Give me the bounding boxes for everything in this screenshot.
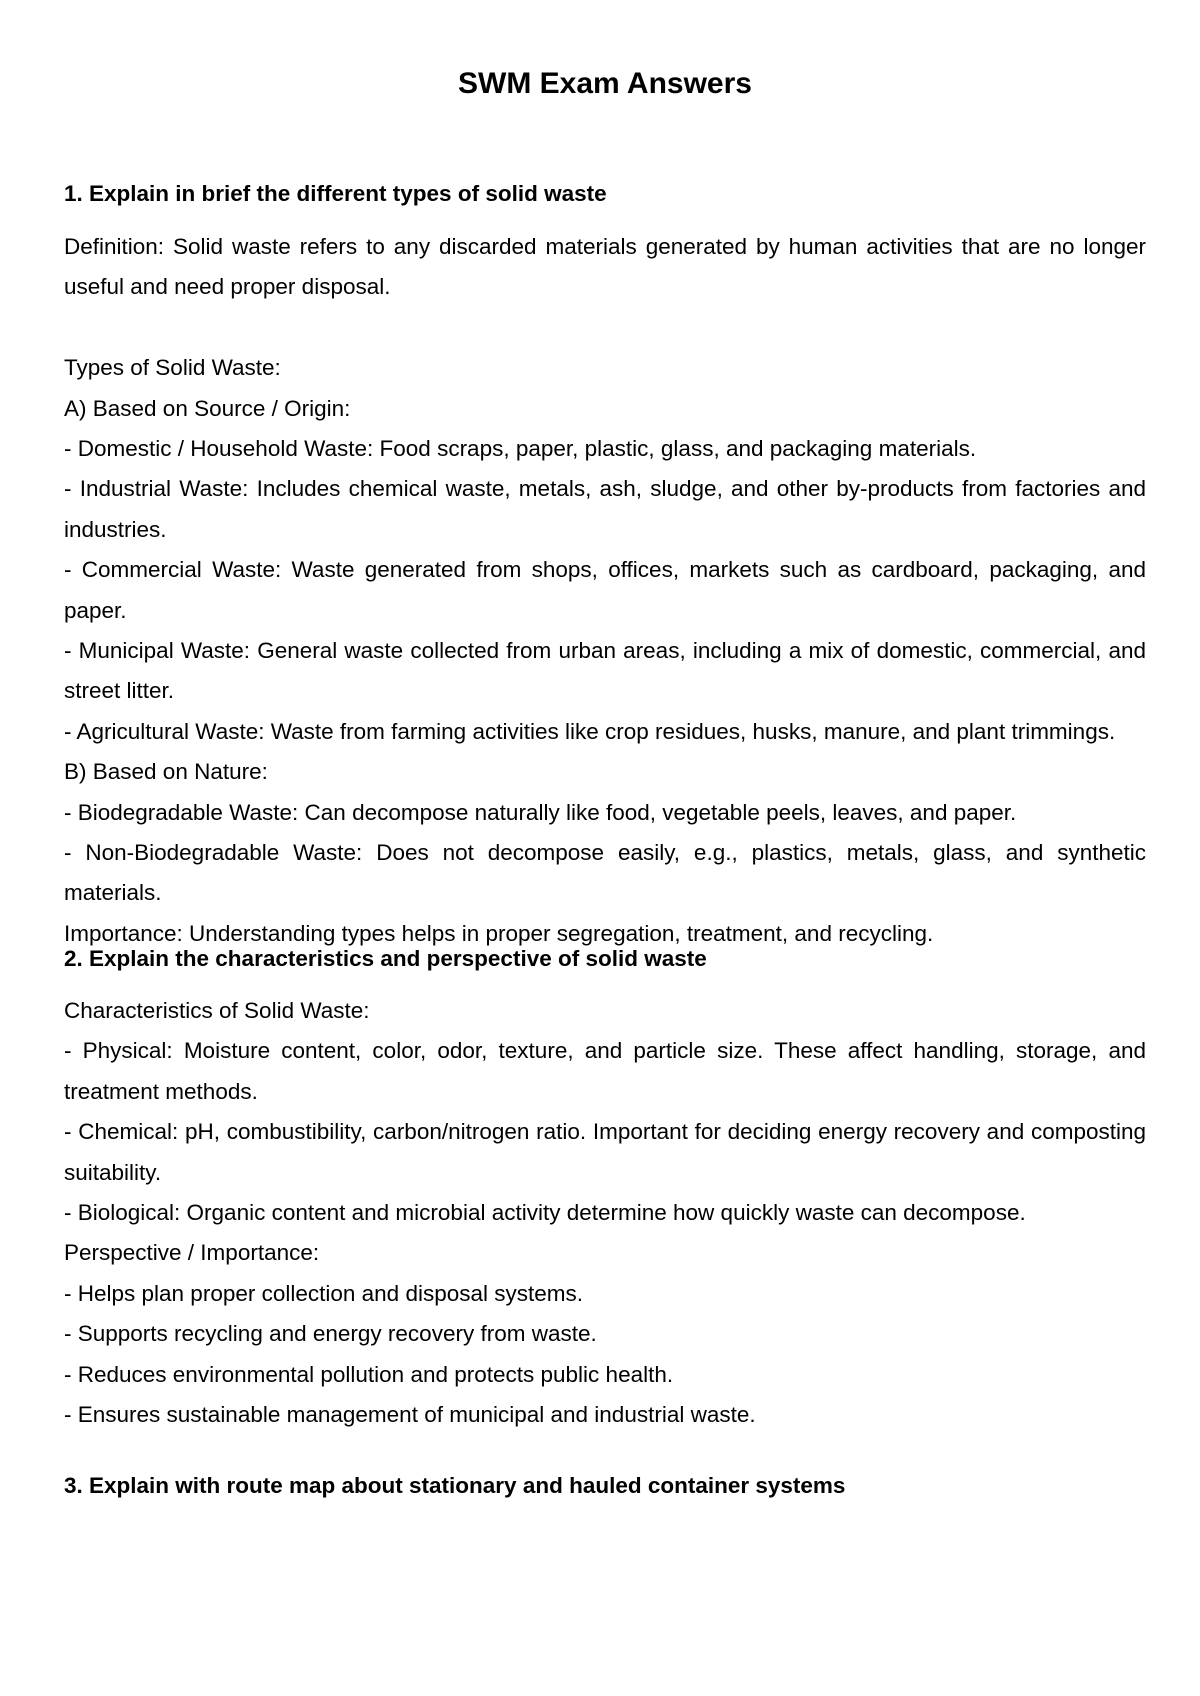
importance-paragraph: Importance: Understanding types helps in proper segregation, treatment, and recycling.	[64, 920, 934, 946]
list-item-industrial: - Industrial Waste: Includes chemical waste, metals, ash, sludge, and other by-products from factories and industries.	[64, 476, 1146, 542]
question-1-answer	[64, 227, 1146, 954]
document-title: SWM Exam Answers	[458, 67, 752, 100]
list-item-biological: - Biological: Organic content and microbial activity determine how quickly waste can decompose.	[64, 1200, 1026, 1226]
question-3-heading: 3. Explain with route map about stationary and hauled container systems	[64, 1473, 846, 1498]
list-item-physical: - Physical: Moisture content, color, odor, texture, and particle size. These affect handling, storage, and treatment methods.	[64, 1038, 1146, 1104]
question-2-answer	[64, 991, 1146, 1435]
list-item-collection: - Helps plan proper collection and disposal systems.	[64, 1280, 584, 1306]
list-item-chemical: - Chemical: pH, combustibility, carbon/nitrogen ratio. Important for deciding energy recovery and composting suitability.	[64, 1119, 1146, 1185]
list-item-non-biodegradable: - Non-Biodegradable Waste: Does not decompose easily, e.g., plastics, metals, glass, and synthetic materials.	[64, 840, 1146, 906]
types-heading: Types of Solid Waste:	[64, 355, 281, 381]
question-1-heading: 1. Explain in brief the different types of solid waste	[64, 181, 607, 206]
list-item-biodegradable: - Biodegradable Waste: Can decompose naturally like food, vegetable peels, leaves, and paper.	[64, 799, 1017, 825]
list-item-sustainable: - Ensures sustainable management of municipal and industrial waste.	[64, 1402, 756, 1428]
nature-heading: B) Based on Nature:	[64, 759, 268, 785]
list-item-recycling: - Supports recycling and energy recovery from waste.	[64, 1321, 597, 1347]
list-item-agricultural: - Agricultural Waste: Waste from farming activities like crop residues, husks, manure, and plant trimmings.	[64, 718, 1116, 744]
definition-paragraph: Definition: Solid waste refers to any discarded materials generated by human activities that are no longer useful and need proper disposal.	[64, 234, 1146, 300]
list-item-domestic: - Domestic / Household Waste: Food scraps, paper, plastic, glass, and packaging materials.	[64, 436, 977, 462]
list-item-pollution: - Reduces environmental pollution and protects public health.	[64, 1361, 674, 1387]
question-2-heading: 2. Explain the characteristics and perspective of solid waste	[64, 946, 707, 971]
source-heading: A) Based on Source / Origin:	[64, 395, 351, 421]
perspective-heading: Perspective / Importance:	[64, 1240, 320, 1266]
list-item-municipal: - Municipal Waste: General waste collected from urban areas, including a mix of domestic, commercial, and street litter.	[64, 638, 1146, 704]
paragraph-spacer	[64, 308, 1146, 348]
list-item-commercial: - Commercial Waste: Waste generated from shops, offices, markets such as cardboard, packaging, and paper.	[64, 557, 1146, 623]
characteristics-heading: Characteristics of Solid Waste:	[64, 998, 370, 1023]
